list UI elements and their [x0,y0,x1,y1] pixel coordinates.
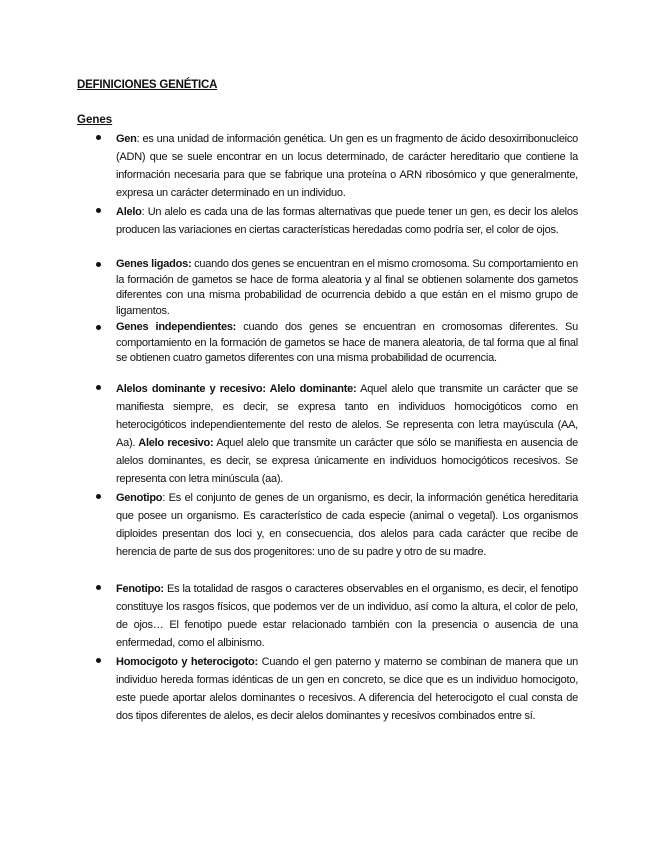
list-item [116,320,578,367]
definition-body: cuando dos genes se encuentran en cromosomas diferentes. Su comportamiento en la formación de gametos se hace de manera aleatoria, de tal forma que al final se obtienen cuatro gametos diferentes con una misma probabilidad de ocurrencia. [116,321,578,365]
bullet-icon [96,325,101,330]
bullet-icon [96,585,101,590]
definition-body: : Es el conjunto de genes de un organismo, es decir, la información genética hereditaria que posee un organismo. Es característico de cada especie (animal o vegetal). Los organismos diploides presentan dos loci y, en consecuencia, dos alelos para cada carácter que recibe de herencia de parte de sus dos progenitores: uno de su padre y otro de su madre. [116,492,578,558]
definition-term: Genotipo [116,492,163,504]
definition-body: Cuando el gen paterno y materno se combinan de manera que un individuo hereda formas idénticas de un gen en concreto, se dice que es un individuo homocigoto, este puede aportar alelos dominantes o recesivos. A diferencia del heterocigoto el cual consta de dos tipos diferentes de alelos, es decir alelos dominantes y recesivos combinados entre sí. [116,656,578,722]
definition-term: Homocigoto y heterocigoto: [116,656,258,668]
list-item [116,380,578,488]
definition-term: Genes ligados: [116,258,192,270]
section-title: Genes [77,114,113,126]
definition-term: Gen [116,133,137,145]
bullet-icon [96,385,101,390]
definition-body: Aquel alelo que transmite un carácter que se manifiesta siempre, es decir, se expresa tanto en individuos homocigóticos como en heterocigóticos independientemente del resto de alelos. Se representa con letra mayúscula (AA, Aa). [116,383,578,449]
definition-body: Es la totalidad de rasgos o caracteres observables en el organismo, es decir, el fenotipo constituye los rasgos físicos, que podemos ver de un individuo, así como la altura, el color de pelo, de ojos… El fenotipo puede estar relacionado también con la presencia o ausencia de una enfermedad, como el albinismo. [116,583,578,649]
definition-subterm-recessive: Alelo recesivo: [135,437,214,449]
definition-text [116,653,578,725]
list-item [116,130,578,202]
list-item [116,203,578,239]
list-item [116,257,578,319]
bullet-icon [96,262,101,267]
definition-text [116,257,578,319]
definition-term: Alelo [116,206,142,218]
definition-text [116,130,578,202]
list-item [116,580,578,652]
definition-text [116,320,578,367]
definition-body-recessive: Aquel alelo que transmite un carácter que sólo se manifiesta en ausencia de alelos dominantes, es decir, se expresa únicamente en individuos homocigóticos recesivos. Se representa con letra minúscula (aa). [116,437,579,485]
definition-term: Genes independientes: [116,321,237,333]
definition-term: Fenotipo: [116,583,164,595]
bullet-icon [96,135,101,140]
definition-text [116,580,578,652]
definition-subterm-dominant: : Alelo dominante: [262,383,357,395]
definition-text [116,380,578,488]
definition-body: : es una unidad de información genética. Un gen es un fragmento de ácido desoxirribonucleico (ADN) que se suele encontrar en un locus determinado, de carácter hereditario que contiene la información necesaria para que se fabrique una proteína o ARN ribosómico y que generalmente, expresa un carácter determinado en un individuo. [116,133,578,199]
definition-text [116,203,578,239]
bullet-icon [96,208,101,213]
document-title: DEFINICIONES GENÉTICA [77,79,218,91]
definition-text [116,489,578,561]
definition-body: cuando dos genes se encuentran en el mismo cromosoma. Su comportamiento en la formación de gametos se hace de forma aleatoria y al final se obtienen solamente dos gametos diferentes con una misma probabilidad de ocurrencia debido a que están en el mismo grupo de ligamentos. [116,258,578,317]
definition-term: Alelos dominante y recesivo [116,383,263,395]
bullet-icon [96,658,101,663]
list-item [116,653,578,725]
definition-body: : Un alelo es cada una de las formas alternativas que puede tener un gen, es decir los alelos producen las variaciones en ciertas características heredadas como podría ser, el color de ojos. [116,206,578,236]
list-item [116,489,578,561]
bullet-icon [96,494,101,499]
